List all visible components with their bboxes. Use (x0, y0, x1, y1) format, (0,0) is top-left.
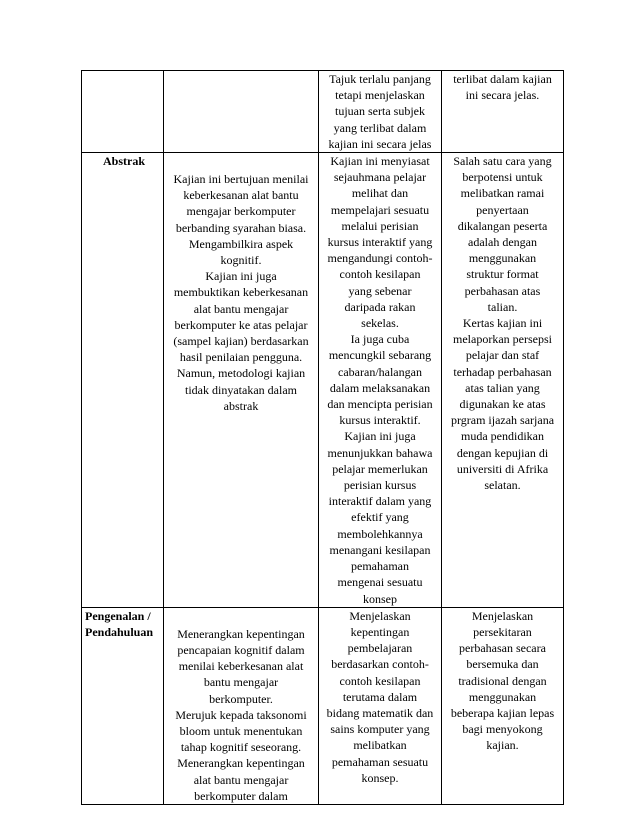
cell-text-line: bloom untuk menentukan (179, 723, 303, 738)
cell-text-line: bagi menyokong (462, 722, 543, 737)
cell-text-line: tidak dinyatakan dalam (185, 382, 297, 397)
cell-text-line: interaktif dalam yang (328, 494, 432, 509)
cell-text-line: Kajian ini juga (344, 429, 416, 444)
cell-text-line: mempelajari sesuatu (330, 202, 430, 217)
row-label-pengenalan (82, 607, 164, 804)
cell-text-line: mengajar berkomputer (186, 204, 296, 219)
cell-top-spacer (167, 153, 315, 171)
cell-text-line: selatan. (484, 478, 521, 493)
cell-text-line: contoh kesilapan (339, 673, 421, 688)
cell-text-line: menggunakan (468, 689, 537, 704)
cell-text-line: dalam melaksanakan (329, 380, 431, 395)
cell-text-line: sains komputer yang (330, 722, 430, 737)
cell-text-line: terlibat dalam kajian (453, 72, 552, 86)
study-3-abstract-cell (442, 153, 564, 608)
study-1-intro-cell (164, 607, 319, 804)
row-label-line-1: Pengenalan / (85, 608, 151, 623)
cell-text-line: contoh kesilapan (339, 267, 421, 282)
table-row-abstrak (82, 153, 564, 608)
cell-text-line: Ia juga cuba (350, 332, 410, 347)
cell-text-line: persekitaran (473, 624, 532, 639)
cell-text-line: Kajian ini bertujuan menilai (173, 172, 309, 187)
cell-text-line: universiti di Afrika (456, 461, 549, 476)
cell-text-line: tradisional dengan (458, 673, 547, 688)
table-row-continuation (82, 71, 564, 153)
cell-text-line: ini secara jelas. (465, 88, 540, 103)
cell-text-line: Merujuk kepada taksonomi (175, 707, 307, 722)
cell-text-line: berdasarkan contoh- (331, 657, 429, 672)
cell-text-line: bantu mengajar (203, 675, 279, 690)
cell-text-line: abstrak (223, 398, 259, 413)
cell-text-line: melibatkan ramai (460, 186, 545, 201)
cell-text-line: bersemuka dan (466, 657, 539, 672)
cell-text-line: sekelas. (361, 316, 399, 331)
cell-text-line: melalui perisian (341, 218, 419, 233)
row-label-line-2: Pendahuluan (85, 624, 154, 639)
cell-text-line: alat bantu mengajar (193, 301, 289, 316)
cell-text-line: Kajian ini juga (205, 269, 277, 284)
row-label-abstrak (82, 153, 164, 608)
cell-text-line: mencungkil sebarang (328, 348, 432, 363)
cell-text-line: pemahaman (351, 559, 409, 574)
cell-text-line: digunakan ke atas (459, 397, 546, 412)
study-3-cell (442, 71, 564, 153)
cell-text-line: dikalangan peserta (457, 218, 548, 233)
study-2-abstract-cell (319, 153, 442, 608)
comparison-table (81, 70, 564, 805)
cell-text-line: menangani kesilapan (329, 542, 431, 557)
cell-text-line: perisian kursus (343, 478, 417, 493)
cell-text-line: keberkesanan alat bantu (183, 188, 299, 203)
cell-text-line: yang terlibat dalam (333, 120, 427, 135)
cell-text-line: berkomputer. (209, 691, 273, 706)
cell-text-line: kepentingan (350, 624, 410, 639)
cell-text-line: terhadap perbahasan (453, 364, 552, 379)
cell-text-line: mengenai sesuatu (337, 575, 423, 590)
cell-text-line: Tajuk terlalu panjang (329, 72, 431, 86)
cell-text-line: pelajar dan staf (465, 348, 540, 363)
study-3-intro-cell (442, 607, 564, 804)
cell-text-line: penyertaan (476, 202, 529, 217)
cell-text-line: tujuan serta subjek (335, 104, 425, 119)
cell-text-line: cabaran/halangan (338, 364, 422, 379)
cell-text-line: dengan kepujian di (456, 445, 549, 460)
cell-text-line: Menjelaskan (349, 608, 411, 623)
cell-text-line: konsep. (361, 770, 399, 785)
cell-text-line: kognitif. (220, 253, 262, 268)
cell-text-line: terutama dalam (342, 689, 418, 704)
cell-text-line: talian. (487, 299, 518, 314)
cell-text-line: Menerangkan kepentingan (177, 626, 305, 641)
cell-text-line: kajian ini secara jelas (328, 136, 432, 151)
cell-text-line: sejauhmana pelajar (333, 170, 427, 185)
cell-text-line: berkomputer dalam (194, 788, 288, 803)
cell-text-line: muda pendidikan (461, 429, 544, 444)
cell-text-line: melihat dan (351, 186, 409, 201)
cell-text-line: yang sebenar (348, 283, 412, 298)
study-1-cell (164, 71, 319, 153)
cell-text-line: perbahasan atas (464, 283, 541, 298)
study-2-intro-cell (319, 607, 442, 804)
cell-text-line: beberapa kajian lepas (450, 705, 555, 720)
cell-text-line: kursus interaktif. (339, 413, 421, 428)
cell-text-line: perbahasan secara (459, 641, 546, 656)
cell-text-line: menunjukkan bahawa (327, 445, 433, 460)
cell-text-line: struktur format (466, 267, 539, 282)
study-2-cell (319, 71, 442, 153)
cell-text-line: pelajar memerlukan (332, 461, 428, 476)
cell-text-line: berkomputer ke atas pelajar (174, 317, 308, 332)
table-row-pengenalan (82, 607, 564, 804)
cell-text-line: atas talian yang (465, 380, 540, 395)
cell-text-line: berbanding syarahan biasa. (175, 220, 307, 235)
row-label-text: Abstrak (102, 154, 145, 169)
cell-text-line: konsep (363, 591, 397, 606)
cell-text-line: pembelajaran (347, 641, 413, 656)
cell-text-line: Kertas kajian ini (462, 316, 543, 331)
cell-text-line: Menjelaskan (471, 608, 534, 623)
cell-text-line: Namun, metodologi kajian (176, 366, 306, 381)
cell-text-line: Menerangkan kepentingan (177, 756, 305, 771)
cell-text-line: kajian. (486, 738, 519, 753)
cell-text-line: menilai keberkesanan alat (178, 659, 304, 674)
cell-text-line: berpotensi untuk (462, 170, 543, 185)
cell-text-line: dan mencipta perisian (327, 397, 433, 412)
cell-text-line: menggunakan (468, 251, 537, 266)
cell-top-spacer (167, 608, 315, 626)
cell-text-line: alat bantu mengajar (193, 772, 289, 787)
cell-text-line: membolehkannya (337, 526, 423, 541)
cell-text-line: adalah dengan (468, 235, 537, 250)
cell-text-line: Mengambilkira aspek (188, 236, 294, 251)
cell-text-line: melibatkan (353, 738, 407, 753)
cell-text-line: prgram ijazah sarjana (450, 413, 555, 428)
cell-text-line: pemahaman sesuatu (331, 754, 429, 769)
study-1-abstract-cell (164, 153, 319, 608)
cell-text-line: tahap kognitif seseorang. (180, 740, 302, 755)
cell-text-line: mengandungi contoh- (327, 251, 433, 266)
row-label-cell-empty (82, 71, 164, 153)
cell-text-line: kursus interaktif yang (327, 235, 433, 250)
cell-text-line: hasil penilaian pengguna. (179, 350, 303, 365)
cell-text-line: pencapaian kognitif dalam (177, 642, 305, 657)
cell-text-line: melaporkan persepsi (453, 332, 552, 347)
cell-text-line: efektif yang (351, 510, 409, 525)
cell-text-line: membuktikan keberkesanan (173, 285, 309, 300)
cell-text-line: Kajian ini menyiasat (330, 154, 430, 169)
cell-text-line: tetapi menjelaskan (335, 88, 425, 103)
cell-text-line: Salah satu cara yang (453, 154, 552, 169)
cell-text-line: bidang matematik dan (326, 705, 434, 720)
cell-text-line: (sampel kajian) berdasarkan (173, 334, 309, 349)
cell-text-line: daripada rakan (344, 299, 416, 314)
